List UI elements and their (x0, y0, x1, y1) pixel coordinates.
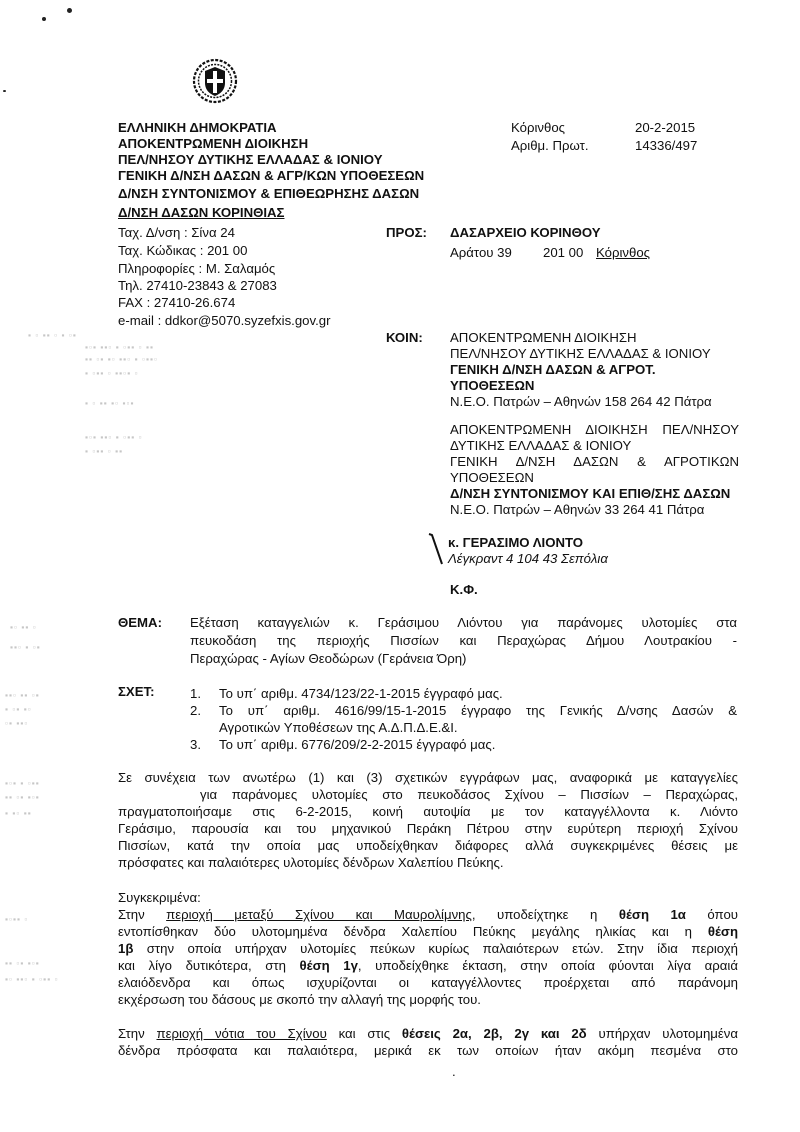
text-run: εντοπίσθηκαν δύο υλοτομημένα δένδρα Χαλεπίου Πεύκης μεγάλης ηλικίας και η (118, 924, 708, 939)
bleed-through-mark: ▪▪▫ ▪ ▫▪ (10, 642, 41, 652)
koin-line: ΑΠΟΚΕΝΤΡΩΜΕΝΗ ΔΙΟΙΚΗΣΗ (450, 330, 637, 345)
references-label: ΣΧΕΤ: (118, 684, 155, 699)
position-label: 1β (118, 941, 134, 956)
reference-text: Το υπ΄ αριθμ. 4734/123/22-1-2015 έγγραφό μας. (219, 686, 503, 701)
pros-recipient: ΔΑΣΑΡΧΕΙΟ ΚΟΡΙΝΘΟΥ (450, 225, 601, 240)
reference-number: 3. (190, 737, 201, 752)
bleed-through-mark: ▪ ▫▪ ▪▫ (5, 704, 32, 714)
subject-label: ΘΕΜΑ: (118, 615, 162, 630)
bleed-through-mark: ▪ ▫ ▪▪ ▫ ▪ ▫▪ (28, 330, 77, 340)
scan-speck (42, 17, 46, 21)
text-run: Στην (118, 907, 167, 922)
bleed-through-mark: ▪▫▪ ▪▪▫ ▪ ▫▪▪ ▫ (85, 432, 143, 442)
koin-line: ΔΥΤΙΚΗΣ ΕΛΛΑΔΑΣ & ΙΟΝΙΟΥ (450, 438, 632, 453)
text-run: υπήρχαν υλοτομημένα (586, 1026, 738, 1041)
protocol-number: 14336/497 (635, 138, 698, 153)
contact-line: Ταχ. Δ/νση : Σίνα 24 (118, 225, 235, 240)
body-line: Σε συνέχεια των ανωτέρω (1) και (3) σχετικών εγγράφων μας, αναφορικά με καταγγελίες (118, 770, 738, 785)
body-line: Γεράσιμο, παρουσία και του μηχανικού Περάκη Πέτρου στην ευρύτερη περιοχή Σχίνου (118, 821, 738, 836)
text-run: και στις (326, 1026, 402, 1041)
handwritten-bracket-mark (428, 533, 444, 567)
greek-state-emblem-icon (192, 58, 238, 104)
reference-text: Το υπ΄ αριθμ. 6776/209/2-2-2015 έγγραφό μας. (219, 737, 496, 752)
body-line (118, 924, 738, 940)
koin-label: ΚΟΙΝ: (386, 330, 423, 345)
koin-line: ΓΕΝΙΚΗ Δ/ΝΣΗ ΔΑΣΩΝ & ΑΓΡΟΤΙΚΩΝ (450, 454, 739, 469)
scan-speck (67, 8, 72, 13)
text-run: , υποδείχτηκε η (471, 907, 619, 922)
bleed-through-mark: ▪▪ ▫▪ ▪▫ ▪▪▫ ▪ ▫▪▪▫ (85, 354, 158, 364)
agency-line: ΓΕΝΙΚΗ Δ/ΝΣΗ ΔΑΣΩΝ & ΑΓΡ/ΚΩΝ ΥΠΟΘΕΣΕΩΝ (118, 168, 425, 183)
contact-line: Ταχ. Κώδικας : 201 00 (118, 243, 248, 258)
subject-line: Εξέταση καταγγελιών κ. Γεράσιμου Λιόντου για παράνομες υλοτομίες στα (190, 615, 737, 630)
kf-label: Κ.Φ. (450, 582, 478, 597)
bleed-through-mark: ▫▪ ▪▪▫ (5, 718, 29, 728)
text-run: στην οποία υπήρχαν υλοτομίες πεύκων κυρίως παλαιότερων ετών. Στην ίδια περιοχή (133, 941, 738, 956)
koin-line: ΥΠΟΘΕΣΕΩΝ (450, 378, 535, 393)
agency-line: ΑΠΟΚΕΝΤΡΩΜΕΝΗ ΔΙΟΙΚΗΣΗ (118, 136, 309, 151)
protocol-label: Αριθμ. Πρωτ. (511, 138, 589, 153)
bleed-through-mark: ▪▪▫ ▪▪ ▫▪ (5, 690, 40, 700)
text-run: Στην (118, 1026, 157, 1041)
body-line (118, 958, 738, 974)
pros-address: Αράτου 39 (450, 245, 512, 260)
position-label: θέσεις 2α, 2β, 2γ και 2δ (401, 1026, 587, 1041)
body-line (118, 907, 738, 923)
body-line (118, 1026, 738, 1042)
bleed-through-mark: ▪ ▫▪▪ ▫ ▪▪ (85, 446, 124, 456)
body-line: πρόσφατες και παλαιότερες υλοτομίες δένδρων Χαλεπίου Πεύκης. (118, 855, 504, 870)
scan-speck (3, 90, 6, 92)
area-name: περιοχή νότια του Σχίνου (156, 1026, 327, 1041)
contact-line: FAX : 27410-26.674 (118, 295, 236, 310)
body-line: εκχέρσωση του δάσους με σκοπό την αλλαγή της μορφής του. (118, 992, 481, 1007)
koin-recipient-3-name: κ. ΓΕΡΑΣΙΜΟ ΛΙΟΝΤΟ (448, 535, 584, 550)
body-line: ελαιόδενδρα και όπως ισχυρίζονται οι καταγγέλλοντες προέρχεται από παράνομη (118, 975, 738, 990)
place: Κόρινθος (511, 120, 566, 135)
bleed-through-mark: ▪▫▪ ▪ ▫▪▪ (5, 778, 40, 788)
koin-line: Ν.Ε.Ο. Πατρών – Αθηνών 33 264 41 Πάτρα (450, 502, 705, 517)
specifically-heading: Συγκεκριμένα: (118, 890, 201, 905)
pros-city: Κόρινθος (596, 245, 651, 260)
contact-line: e-mail : ddkor@5070.syzefxis.gov.gr (118, 313, 331, 328)
position-label: θέση (707, 924, 738, 939)
body-line: δένδρα πρόσφατα και παλαιότερα, μερικά εκ των οποίων ήταν ακόμη πεσμένα στο (118, 1043, 738, 1058)
koin-line: ΑΠΟΚΕΝΤΡΩΜΕΝΗ ΔΙΟΙΚΗΣΗ ΠΕΛ/ΝΗΣΟΥ (450, 422, 739, 437)
agency-line: Δ/ΝΣΗ ΣΥΝΤΟΝΙΣΜΟΥ & ΕΠΙΘΕΩΡΗΣΗΣ ΔΑΣΩΝ (118, 186, 420, 201)
bleed-through-mark: ▪▪ ▫▪ ▪▫▪ (5, 958, 40, 968)
reference-number: 1. (190, 686, 201, 701)
bleed-through-mark: ▪ ▫ ▪▪ ▪▫ ▪▫▪ (85, 398, 135, 408)
agency-line: Δ/ΝΣΗ ΔΑΣΩΝ ΚΟΡΙΝΘΙΑΣ (118, 205, 285, 220)
koin-line: ΠΕΛ/ΝΗΣΟΥ ΔΥΤΙΚΗΣ ΕΛΛΑΔΑΣ & ΙΟΝΙΟΥ (450, 346, 711, 361)
agency-line: ΕΛΛΗΝΙΚΗ ΔΗΜΟΚΡΑΤΙΑ (118, 120, 277, 135)
date: 20-2-2015 (635, 120, 696, 135)
bleed-through-mark: ▪▫ ▪▪▫ ▪ ▫▪▪ ▫ (5, 974, 59, 984)
bleed-through-mark: ▪▫▪ ▪▪▫ ▪ ▫▪▪ ▫ ▪▪ (85, 342, 154, 352)
subject-line: πευκοδάση της περιοχής Πισσίων και Περαχώρας Δήμου Λουτρακίου - (190, 633, 737, 648)
reference-text: Το υπ΄ αριθμ. 4616/99/15-1-2015 έγγραφο της Γενικής Δ/νσης Δασών & (219, 703, 737, 718)
body-line: πραγματοποιήσαμε στις 6-2-2015, κοινή αυτοψία με τον καταγγέλλοντα κ. Λιόντο (118, 804, 738, 819)
page-continuation-mark: . (452, 1064, 456, 1079)
contact-line: Πληροφορίες : Μ. Σαλαμός (118, 261, 276, 276)
text-run: , υποδείχθηκε έκταση, στην οποία φύονται λίγα αραιά (357, 958, 738, 973)
pros-postcode: 201 00 (543, 245, 584, 260)
contact-line: Τηλ. 27410-23843 & 27083 (118, 278, 277, 293)
text-run: όπου (685, 907, 739, 922)
bleed-through-mark: ▪ ▫▪▪ ▫ ▪▪▫▪ ▫ (85, 368, 139, 378)
koin-line: Δ/ΝΣΗ ΣΥΝΤΟΝΙΣΜΟΥ ΚΑΙ ΕΠΙΘ/ΣΗΣ ΔΑΣΩΝ (450, 486, 731, 501)
body-line: για παράνομες υλοτομίες στο πευκοδάσος Σχίνου – Πισσίων – Περαχώρας, (200, 787, 738, 802)
bleed-through-mark: ▪▫▪▪ ▫ (5, 914, 29, 924)
position-label: θέση 1α (618, 907, 686, 922)
position-label: θέση 1γ (299, 958, 358, 973)
pros-label: ΠΡΟΣ: (386, 225, 427, 240)
koin-line: Ν.Ε.Ο. Πατρών – Αθηνών 158 264 42 Πάτρα (450, 394, 712, 409)
reference-text: Αγροτικών Υποθέσεων της Α.Δ.Π.Δ.Ε.&Ι. (219, 720, 458, 735)
body-line (118, 941, 738, 957)
reference-number: 2. (190, 703, 201, 718)
text-run: και λίγο δυτικότερα, στη (118, 958, 300, 973)
bleed-through-mark: ▪▪ ▫▪ ▪▫▪ (5, 792, 40, 802)
area-name: περιοχή μεταξύ Σχίνου και Μαυρολίμνης (166, 907, 472, 922)
koin-line: ΓΕΝΙΚΗ Δ/ΝΣΗ ΔΑΣΩΝ & ΑΓΡΟΤ. (450, 362, 656, 377)
subject-line: Περαχώρας - Αγίων Θεοδώρων (Γεράνεια Όρη) (190, 651, 467, 666)
bleed-through-mark: ▪▫ ▪▪ ▫ (10, 622, 37, 632)
body-line: Πισσίων, κατά την οποία μας υποδείχθηκαν διάφορες αλλά συγκεκριμένες θέσεις με (118, 838, 738, 853)
koin-line: ΥΠΟΘΕΣΕΩΝ (450, 470, 534, 485)
koin-recipient-3-address: Λέγκραντ 4 104 43 Σεπόλια (448, 551, 608, 566)
bleed-through-mark: ▪ ▪▫ ▪▪ (5, 808, 32, 818)
agency-line: ΠΕΛ/ΝΗΣΟΥ ΔΥΤΙΚΗΣ ΕΛΛΑΔΑΣ & ΙΟΝΙΟΥ (118, 152, 383, 167)
